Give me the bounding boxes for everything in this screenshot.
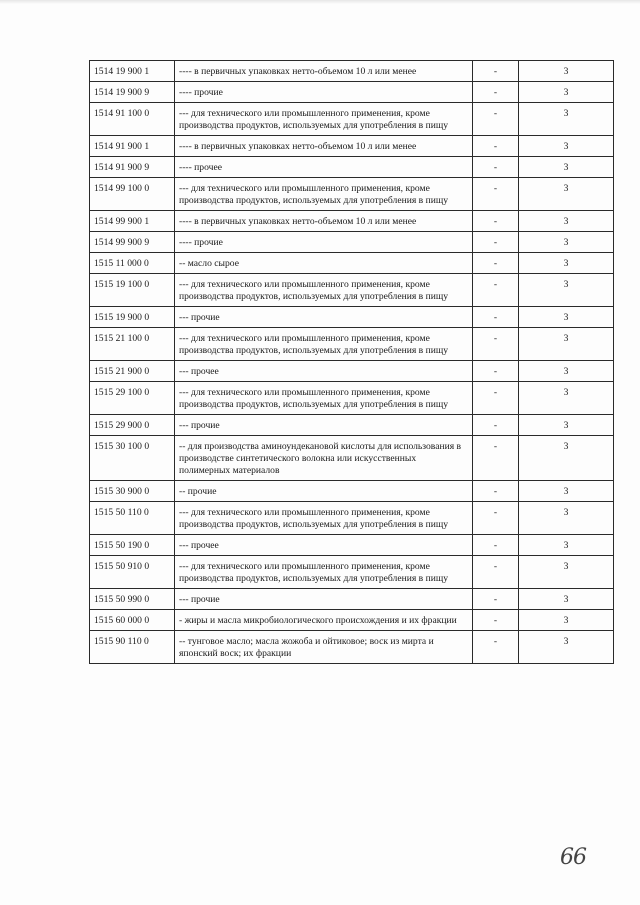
commodity-description: ---- прочее [175,157,473,178]
column-b-value: 3 [519,361,614,382]
column-a-value: - [473,178,519,211]
column-b-value: 3 [519,415,614,436]
column-a-value: - [473,157,519,178]
column-a-value: - [473,361,519,382]
column-a-value: - [473,481,519,502]
column-a-value: - [473,307,519,328]
column-b-value: 3 [519,631,614,664]
commodity-description: --- прочее [175,361,473,382]
table-row [90,178,614,211]
column-a-value: - [473,556,519,589]
commodity-code: 1514 19 900 9 [90,82,175,103]
commodity-code: 1515 21 100 0 [90,328,175,361]
column-a-value: - [473,274,519,307]
commodity-description: --- для технического или промышленного применения, кроме производства продуктов, используемых для употребления в пищу [175,274,473,307]
column-b-value: 3 [519,82,614,103]
column-b-value: 3 [519,157,614,178]
column-a-value: - [473,610,519,631]
commodity-code: 1515 60 000 0 [90,610,175,631]
commodity-description: --- прочие [175,307,473,328]
table-row [90,361,614,382]
commodity-code: 1515 19 100 0 [90,274,175,307]
table-row [90,502,614,535]
commodity-code: 1515 30 900 0 [90,481,175,502]
column-b-value: 3 [519,61,614,82]
column-a-value: - [473,211,519,232]
table-row [90,415,614,436]
commodity-description: --- для технического или промышленного применения, кроме производства продуктов, используемых для употребления в пищу [175,328,473,361]
column-a-value: - [473,382,519,415]
column-b-value: 3 [519,232,614,253]
commodity-code: 1514 19 900 1 [90,61,175,82]
column-a-value: - [473,631,519,664]
column-a-value: - [473,82,519,103]
column-b-value: 3 [519,103,614,136]
commodity-code: 1515 11 000 0 [90,253,175,274]
commodity-description: --- для технического или промышленного применения, кроме производства продуктов, используемых для употребления в пищу [175,103,473,136]
table-row [90,103,614,136]
table-row [90,589,614,610]
table-row [90,274,614,307]
column-a-value: - [473,436,519,481]
column-a-value: - [473,502,519,535]
column-b-value: 3 [519,211,614,232]
commodity-description: --- для технического или промышленного применения, кроме производства продуктов, используемых для употребления в пищу [175,178,473,211]
tariff-table-body [90,61,614,664]
commodity-description: ---- в первичных упаковках нетто-объемом 10 л или менее [175,61,473,82]
column-b-value: 3 [519,436,614,481]
commodity-description: --- для технического или промышленного применения, кроме производства продуктов, используемых для употребления в пищу [175,556,473,589]
commodity-description: ---- в первичных упаковках нетто-объемом 10 л или менее [175,211,473,232]
column-b-value: 3 [519,382,614,415]
column-a-value: - [473,535,519,556]
column-b-value: 3 [519,556,614,589]
commodity-code: 1515 90 110 0 [90,631,175,664]
commodity-code: 1514 91 900 9 [90,157,175,178]
tariff-table [89,60,614,664]
column-a-value: - [473,589,519,610]
table-row [90,82,614,103]
commodity-code: 1514 91 900 1 [90,136,175,157]
scan-top-edge [0,0,640,4]
commodity-description: --- прочие [175,415,473,436]
table-row [90,382,614,415]
column-a-value: - [473,61,519,82]
commodity-code: 1515 50 190 0 [90,535,175,556]
column-b-value: 3 [519,253,614,274]
table-row [90,307,614,328]
commodity-description: -- прочие [175,481,473,502]
column-b-value: 3 [519,502,614,535]
column-b-value: 3 [519,589,614,610]
commodity-description: ---- в первичных упаковках нетто-объемом 10 л или менее [175,136,473,157]
column-b-value: 3 [519,481,614,502]
commodity-description: --- для технического или промышленного применения, кроме производства продуктов, используемых для употребления в пищу [175,382,473,415]
commodity-description: -- для производства аминоундекановой кислоты для использования в производстве синтетического волокна или искусственных полимерных материалов [175,436,473,481]
column-b-value: 3 [519,535,614,556]
column-a-value: - [473,136,519,157]
commodity-code: 1514 99 900 1 [90,211,175,232]
table-row [90,328,614,361]
commodity-code: 1515 29 900 0 [90,415,175,436]
column-b-value: 3 [519,307,614,328]
column-a-value: - [473,253,519,274]
commodity-code: 1515 29 100 0 [90,382,175,415]
commodity-description: --- прочее [175,535,473,556]
commodity-code: 1514 99 100 0 [90,178,175,211]
commodity-code: 1515 50 110 0 [90,502,175,535]
table-row [90,535,614,556]
table-row [90,631,614,664]
table-row [90,157,614,178]
table-row [90,253,614,274]
column-a-value: - [473,232,519,253]
table-row [90,232,614,253]
table-row [90,556,614,589]
commodity-description: -- тунговое масло; масла жожоба и ойтиковое; воск из мирта и японский воск; их фракции [175,631,473,664]
commodity-code: 1515 30 100 0 [90,436,175,481]
commodity-code: 1515 21 900 0 [90,361,175,382]
commodity-description: - жиры и масла микробиологического происхождения и их фракции [175,610,473,631]
column-a-value: - [473,415,519,436]
table-row [90,481,614,502]
commodity-code: 1515 19 900 0 [90,307,175,328]
commodity-code: 1514 99 900 9 [90,232,175,253]
column-b-value: 3 [519,610,614,631]
commodity-description: --- прочие [175,589,473,610]
table-row [90,136,614,157]
table-row [90,610,614,631]
table-row [90,211,614,232]
commodity-code: 1515 50 910 0 [90,556,175,589]
table-row [90,436,614,481]
commodity-description: ---- прочие [175,82,473,103]
column-b-value: 3 [519,274,614,307]
commodity-description: ---- прочие [175,232,473,253]
column-b-value: 3 [519,136,614,157]
commodity-description: -- масло сырое [175,253,473,274]
commodity-code: 1515 50 990 0 [90,589,175,610]
column-b-value: 3 [519,178,614,211]
commodity-code: 1514 91 100 0 [90,103,175,136]
column-a-value: - [473,103,519,136]
handwritten-page-number: 66 [560,845,586,870]
column-a-value: - [473,328,519,361]
table-row [90,61,614,82]
commodity-description: --- для технического или промышленного применения, кроме производства продуктов, используемых для употребления в пищу [175,502,473,535]
column-b-value: 3 [519,328,614,361]
